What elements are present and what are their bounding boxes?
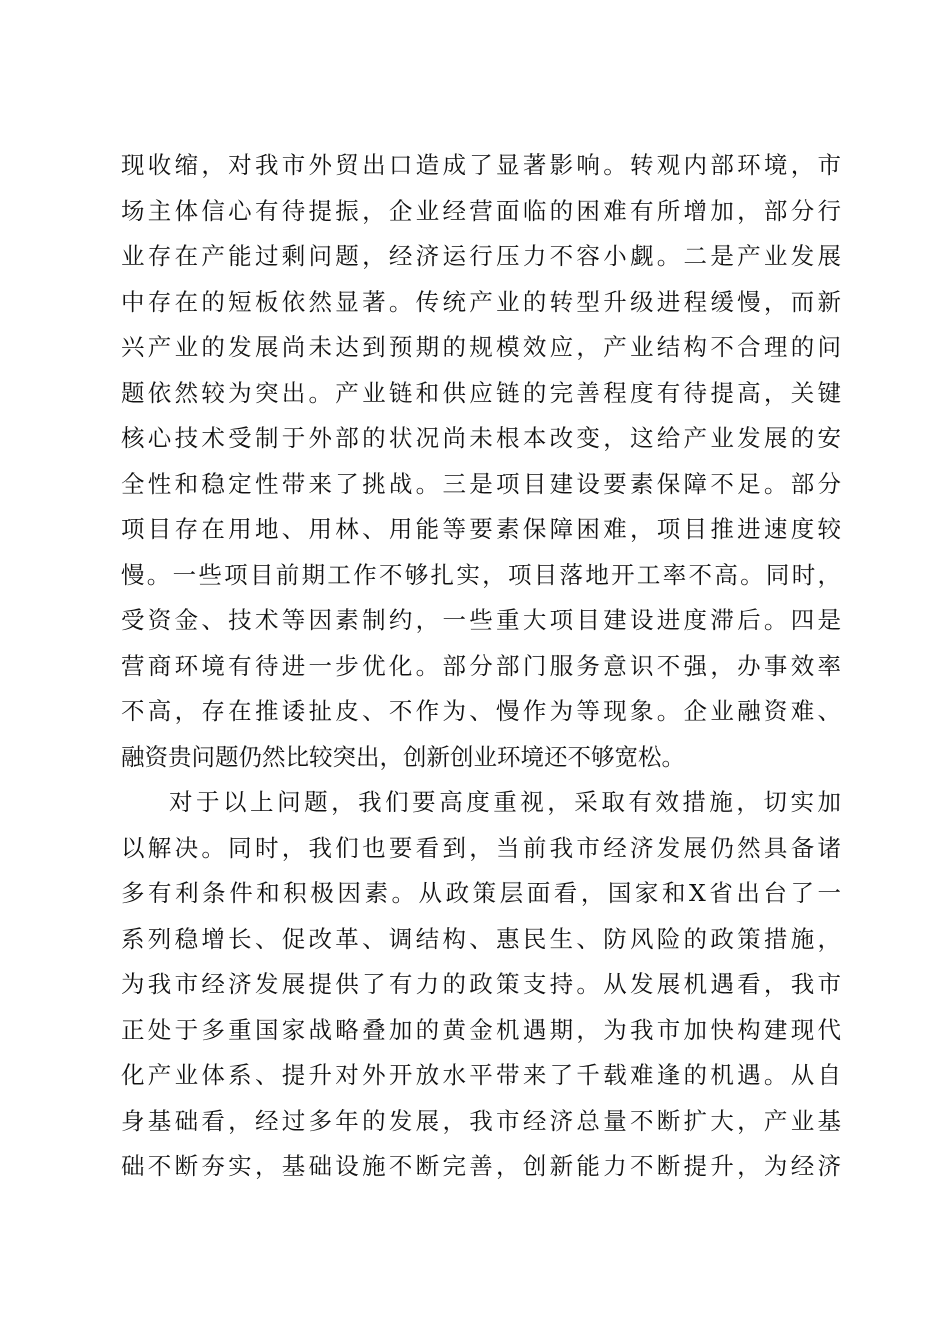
- text-line: 场主体信心有待提振，企业经营面临的困难有所增加，部分行: [121, 196, 841, 225]
- text-line: 系列稳增长、促改革、调结构、惠民生、防风险的政策措施，: [121, 924, 841, 953]
- text-line: 核心技术受制于外部的状况尚未根本改变，这给产业发展的安: [121, 424, 841, 452]
- text-line: 现收缩，对我市外贸出口造成了显著影响。转观内部环境，市: [121, 151, 841, 179]
- text-line: 营商环境有待进一步优化。部分部门服务意识不强，办事效率: [121, 651, 841, 680]
- text-line: 受资金、技术等因素制约，一些重大项目建设进度滞后。四是: [121, 606, 841, 634]
- paragraph-1: [121, 143, 841, 780]
- text-line: 正处于多重国家战略叠加的黄金机遇期，为我市加快构建现代: [121, 1015, 841, 1044]
- text-line: 兴产业的发展尚未达到预期的规模效应，产业结构不合理的问: [121, 333, 841, 361]
- paragraph-2: [121, 780, 841, 1190]
- text-line: 身基础看，经过多年的发展，我市经济总量不断扩大，产业基: [121, 1106, 841, 1135]
- text-line: 以解决。同时，我们也要看到，当前我市经济发展仍然具备诸: [121, 833, 841, 862]
- text-line-first: 对于以上问题，我们要高度重视，采取有效措施，切实加: [169, 788, 841, 816]
- text-line: 全性和稳定性带来了挑战。三是项目建设要素保障不足。部分: [121, 469, 841, 498]
- document-body: [121, 143, 841, 1190]
- text-line: 化产业体系、提升对外开放水平带来了千载难逢的机遇。从自: [121, 1061, 841, 1089]
- text-line: 题依然较为突出。产业链和供应链的完善程度有待提高，关键: [121, 378, 841, 407]
- text-line: 中存在的短板依然显著。传统产业的转型升级进程缓慢，而新: [121, 287, 841, 316]
- text-line: 融资贵问题仍然比较突出，创新创业环境还不够宽松。: [121, 742, 685, 771]
- text-line: 多有利条件和积极因素。从政策层面看，国家和X省出台了一: [121, 879, 841, 907]
- text-line: 为我市经济发展提供了有力的政策支持。从发展机遇看，我市: [121, 970, 841, 998]
- text-line: 不高，存在推诿扯皮、不作为、慢作为等现象。企业融资难、: [121, 697, 841, 725]
- text-line: 慢。一些项目前期工作不够扎实，项目落地开工率不高。同时，: [121, 560, 841, 589]
- text-line: 业存在产能过剩问题，经济运行压力不容小觑。二是产业发展: [121, 242, 841, 270]
- text-line: 础不断夯实，基础设施不断完善，创新能力不断提升，为经济: [121, 1152, 841, 1180]
- text-line: 项目存在用地、用林、用能等要素保障困难，项目推进速度较: [121, 515, 841, 543]
